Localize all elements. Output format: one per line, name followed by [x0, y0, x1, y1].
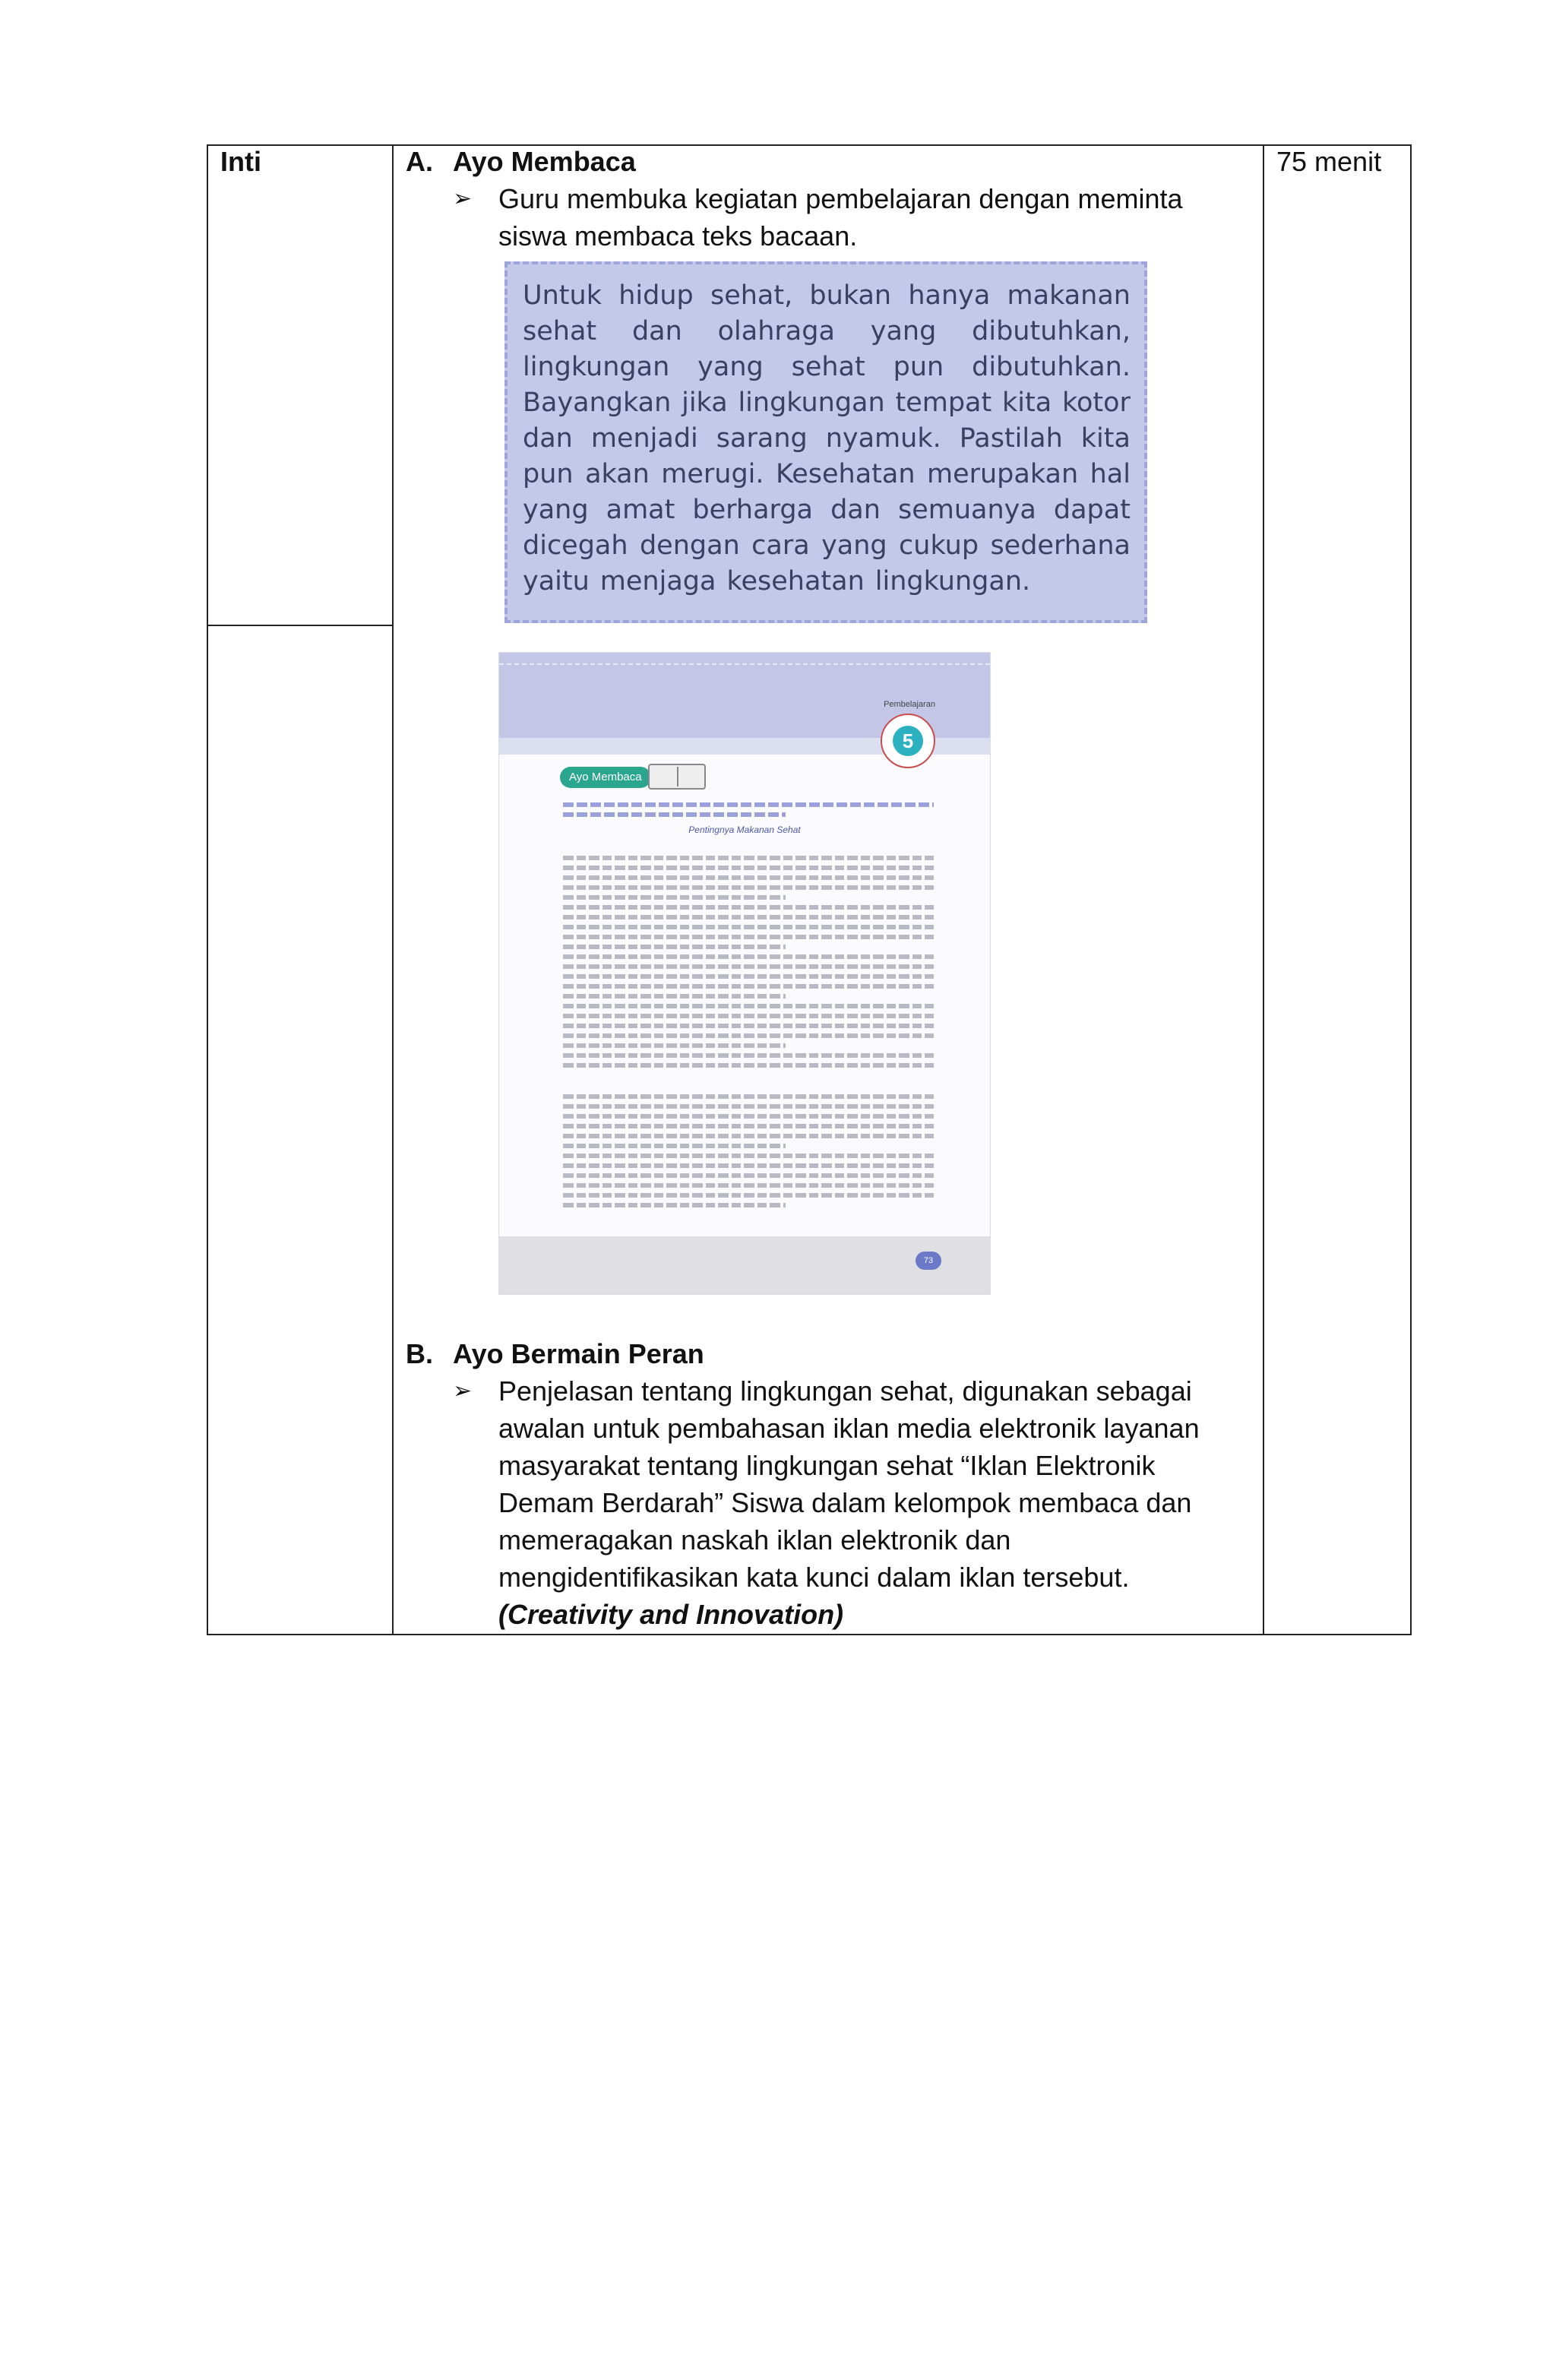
reading-word: sehat: [791, 352, 865, 382]
duration-label: 75 menit: [1276, 146, 1382, 177]
reading-word: pun: [523, 459, 574, 489]
reading-word: lingkungan: [523, 352, 670, 382]
illegible-text-line: [563, 1024, 934, 1028]
illegible-text-line: [563, 954, 934, 959]
reading-text-line: [523, 350, 1131, 385]
illegible-text-line: [563, 1134, 934, 1138]
reading-word: yang: [523, 495, 589, 525]
reading-word: amat: [606, 495, 675, 525]
reading-word: dan: [523, 423, 573, 454]
reading-word: akan: [585, 459, 650, 489]
reading-word: dan: [631, 316, 682, 347]
reading-word: semuanya: [897, 495, 1036, 525]
illegible-text-line: [563, 1104, 934, 1109]
illegible-text-line: [563, 1014, 934, 1018]
reading-word: jika: [682, 388, 728, 418]
illegible-text-line: [563, 905, 934, 910]
illegible-text-line: [563, 915, 934, 919]
description-line: mengidentifikasikan kata kunci dalam iklan tersebut.: [498, 1562, 1130, 1593]
illegible-text-line: [563, 1043, 786, 1048]
page-article-title: Pentingnya Makanan Sehat: [688, 824, 801, 835]
reading-word: hidup: [618, 280, 694, 311]
reading-word: kita: [1080, 423, 1131, 454]
illegible-text-line: [563, 1193, 934, 1198]
reading-text-line: [523, 528, 1131, 564]
illegible-text-line: [563, 1063, 934, 1068]
illegible-text-line: [563, 1173, 934, 1178]
bullet-arrow-icon: ➢: [453, 1378, 473, 1404]
reading-word: sehat: [523, 316, 597, 347]
illegible-text-line: [563, 925, 934, 929]
reading-word: pun: [893, 352, 944, 382]
illegible-text-line: [563, 1124, 934, 1128]
illegible-text-line: [563, 974, 934, 979]
stage-label: Inti: [220, 146, 261, 177]
reading-word: kesehatan: [726, 566, 865, 597]
illegible-text-line: [563, 1144, 786, 1148]
reading-word: dibutuhkan.: [972, 352, 1131, 382]
description-line: masyarakat tentang lingkungan sehat “Iklan Elektronik: [498, 1450, 1156, 1481]
illegible-text-line: [563, 964, 934, 969]
reading-word: hal: [1090, 459, 1131, 489]
reading-word: menjaga: [599, 566, 716, 597]
reading-text-line: [523, 314, 1131, 350]
illegible-text-line: [563, 994, 786, 999]
reading-word: kotor: [1061, 388, 1131, 418]
reading-word: lingkungan.: [874, 566, 1031, 597]
illegible-text-line: [563, 984, 934, 989]
reading-word: yang: [821, 530, 887, 561]
illegible-text-line: [563, 1203, 786, 1207]
page-body-text: [563, 850, 934, 1073]
section-b-heading: Ayo Bermain Peran: [453, 1338, 704, 1369]
reading-text-box: [504, 261, 1147, 623]
reading-word: merupakan: [926, 459, 1079, 489]
reading-text-line: [523, 385, 1131, 421]
reading-text-line: [523, 492, 1131, 528]
illegible-text-line: [563, 1163, 934, 1168]
open-book-icon: [648, 764, 706, 790]
column-divider-1: [392, 146, 394, 1634]
illegible-text-line: [563, 1053, 934, 1058]
reading-word: olahraga: [717, 316, 835, 347]
illegible-text-line: [563, 945, 786, 949]
reading-word: berharga: [692, 495, 813, 525]
illegible-text-line: [563, 875, 934, 880]
illegible-text-line: [563, 885, 934, 890]
reading-word: yang: [870, 316, 937, 347]
reading-word: dibutuhkan,: [972, 316, 1131, 347]
bullet-arrow-icon: ➢: [453, 186, 473, 211]
skill-label: (Creativity and Innovation): [498, 1599, 844, 1630]
illegible-text-line: [563, 856, 934, 860]
reading-text-line: [523, 457, 1131, 492]
textbook-page-image: [498, 652, 991, 1295]
reading-word: makanan: [1007, 280, 1131, 311]
description-line: Penjelasan tentang lingkungan sehat, digunakan sebagai: [498, 1375, 1192, 1407]
reading-text-line: [523, 564, 1131, 600]
page-body-text-2: [563, 1089, 934, 1213]
instruction-line: Guru membuka kegiatan pembelajaran dengan meminta: [498, 183, 1183, 214]
page-number: 73: [916, 1252, 941, 1270]
reading-word: dan: [830, 495, 881, 525]
reading-word: sehat,: [710, 280, 793, 311]
column-divider-2: [1263, 146, 1264, 1634]
reading-word: Pastilah: [959, 423, 1063, 454]
reading-word: tempat: [895, 388, 992, 418]
illegible-text-line: [563, 1154, 934, 1158]
reading-word: menjadi: [590, 423, 698, 454]
illegible-text-line: [563, 1004, 934, 1008]
header-dash-line: [499, 663, 990, 665]
reading-word: nyamuk.: [825, 423, 941, 454]
reading-word: dicegah: [523, 530, 628, 561]
reading-word: merugi.: [661, 459, 764, 489]
reading-word: kita: [1002, 388, 1052, 418]
illegible-text-line: [563, 1094, 934, 1099]
reading-word: cara: [751, 530, 810, 561]
section-a-instruction: [498, 180, 1183, 255]
illegible-text-line: [563, 895, 786, 900]
reading-word: yaitu: [523, 566, 590, 597]
section-a-heading: Ayo Membaca: [453, 146, 636, 177]
stage-cell-divider: [208, 625, 392, 626]
section-b-description: [498, 1372, 1200, 1633]
reading-text-line: [523, 278, 1131, 314]
reading-word: lingkungan: [738, 388, 885, 418]
reading-text: [523, 278, 1131, 600]
reading-word: dengan: [639, 530, 740, 561]
page-footer: [499, 1236, 990, 1294]
illegible-text-line: [563, 1183, 934, 1188]
illegible-text-line: [563, 1033, 934, 1038]
reading-text-line: [523, 421, 1131, 457]
illegible-text-line: [563, 935, 934, 939]
reading-word: yang: [697, 352, 764, 382]
lesson-badge: [881, 700, 935, 768]
illegible-text-line: [563, 1114, 934, 1119]
reading-word: hanya: [908, 280, 991, 311]
section-b-letter: B.: [406, 1338, 433, 1369]
reading-word: Kesehatan: [776, 459, 916, 489]
page-intro-lines: [563, 797, 934, 822]
description-line: awalan untuk pembahasan iklan media elektronik layanan: [498, 1413, 1200, 1444]
lesson-badge-label: Pembelajaran: [884, 700, 935, 709]
illegible-text-line: [563, 866, 934, 870]
reading-word: Bayangkan: [523, 388, 672, 418]
ayo-membaca-tag: Ayo Membaca: [560, 767, 651, 788]
section-a-letter: A.: [406, 146, 433, 177]
description-line: memeragakan naskah iklan elektronik dan: [498, 1524, 1011, 1556]
lesson-badge-number: 5: [893, 726, 923, 756]
reading-word: dapat: [1053, 495, 1131, 525]
reading-word: Untuk: [523, 280, 602, 311]
reading-word: sarang: [716, 423, 808, 454]
reading-word: sederhana: [990, 530, 1131, 561]
reading-word: cukup: [899, 530, 979, 561]
instruction-line: siswa membaca teks bacaan.: [498, 220, 858, 252]
description-line: Demam Berdarah” Siswa dalam kelompok membaca dan: [498, 1487, 1192, 1518]
reading-word: bukan: [809, 280, 892, 311]
